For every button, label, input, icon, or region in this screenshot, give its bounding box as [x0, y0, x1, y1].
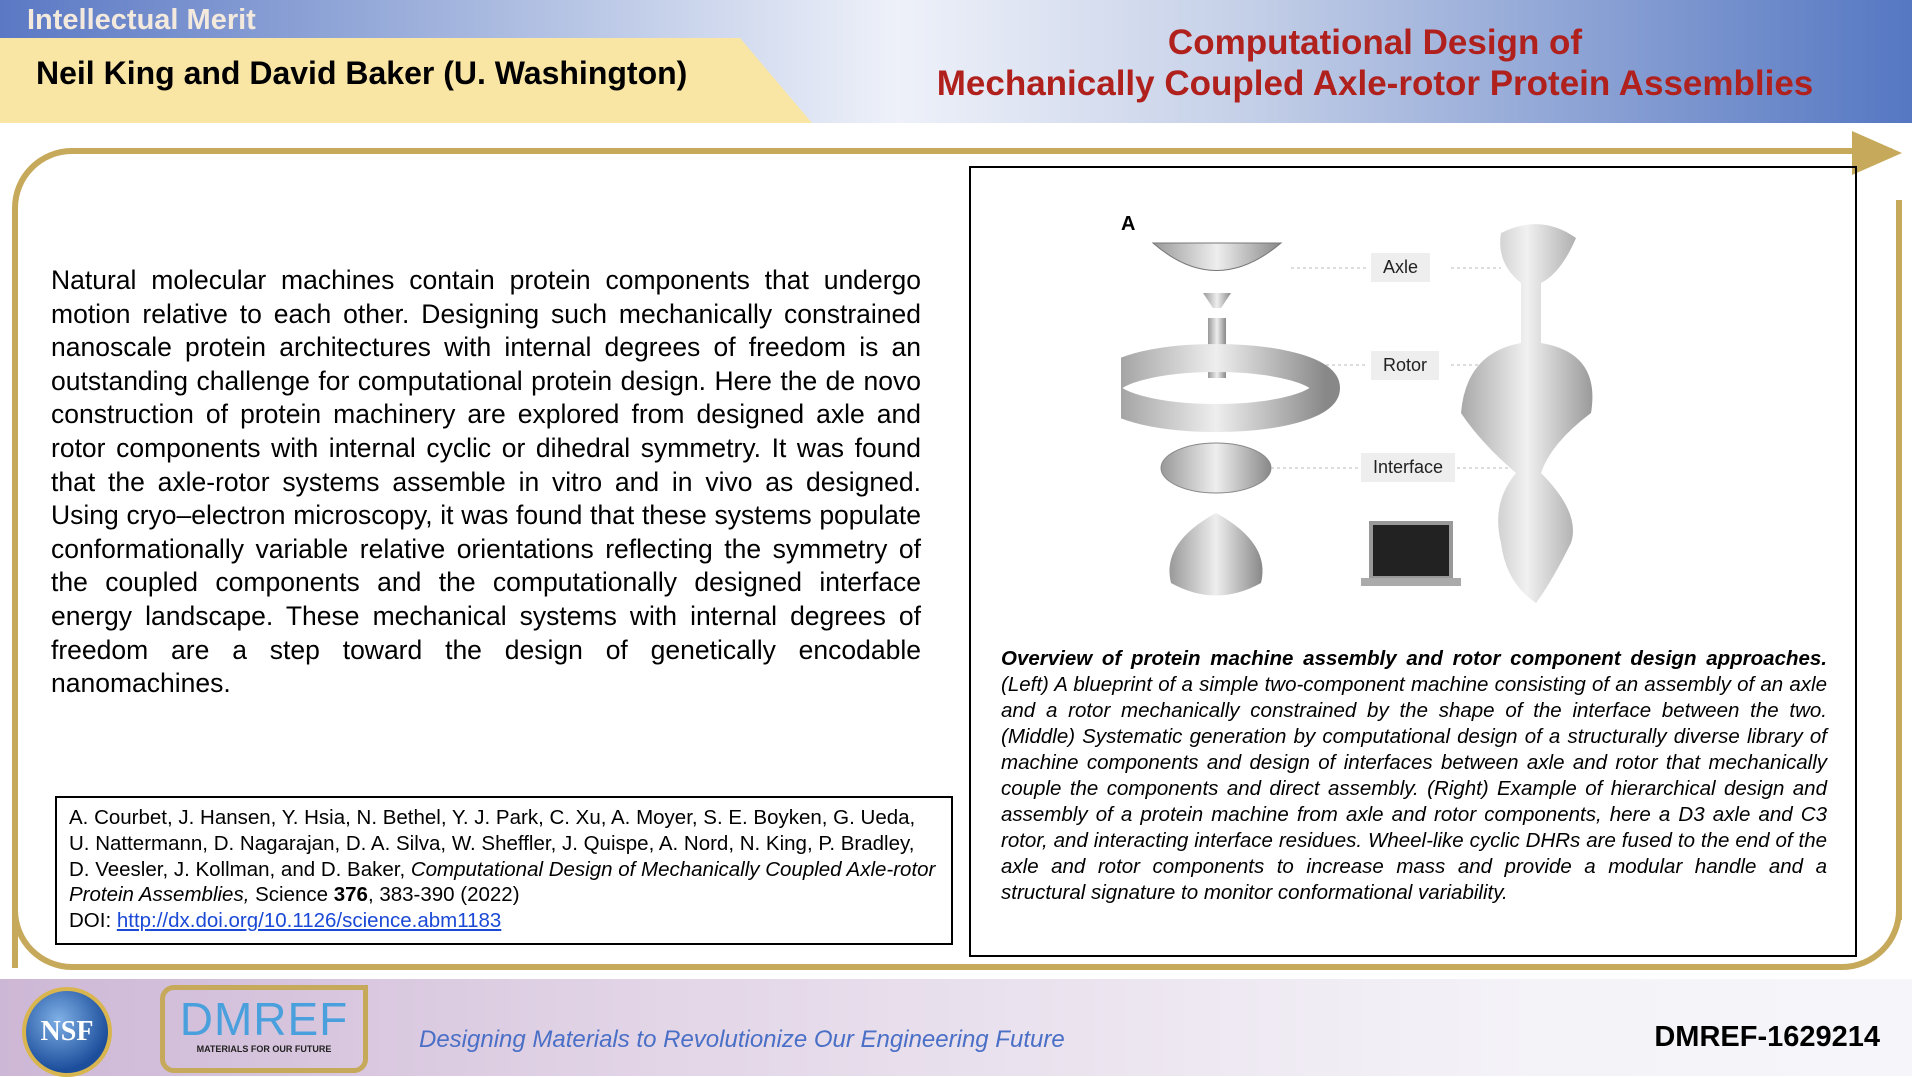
citation-journal: Science [249, 883, 334, 907]
citation-title: Computational Design of Mechanically Coupled Axle-rotor Protein Assemblies, [69, 857, 936, 907]
section-label: Intellectual Merit [27, 4, 256, 36]
abstract-paragraph: Natural molecular machines contain protein components that undergo motion relative to each other. Designing such mechanically constrained nanoscale protein architectures with internal degrees of freedom is an outstanding challenge for computational protein design. Here the de novo construction of protein machinery are explored from designed axle and rotor components with internal cyclic or dihedral symmetry. It was found that the axle-rotor systems assemble in vitro and in vivo as designed. Using cryo–electron microscopy, it was found that these systems populate conformationally variable relative orientations reflecting the symmetry of the coupled components and the computationally designed interface energy landscape. These mechanical systems with internal degrees of freedom are a step toward the design of genetically encodable nanomachines. [51, 265, 921, 699]
citation-pages: , 383-390 (2022) [367, 883, 520, 907]
grant-number: DMREF-1629214 [1654, 1021, 1880, 1053]
dmref-logo [160, 985, 368, 1073]
slide-title [900, 22, 1850, 104]
citation-volume: 376 [333, 883, 368, 907]
citation-box [55, 796, 953, 945]
label-axle: Axle [1371, 253, 1430, 282]
figure-image [1121, 213, 1721, 613]
caption-title: Overview of protein machine assembly and rotor component design approaches. [1001, 647, 1827, 670]
dmref-logo-subtitle: MATERIALS FOR OUR FUTURE [196, 1044, 332, 1054]
doi-link[interactable]: http://dx.doi.org/10.1126/science.abm1183 [116, 909, 502, 933]
citation-authors: A. Courbet, J. Hansen, Y. Hsia, N. Bethel, Y. J. Park, C. Xu, A. Moyer, S. E. Boyken, G. Ueda, U. Nattermann, D. Nagarajan, D. A. Silva, W. Sheffler, J. Quispe, A. Nord, N. King, P. Bradley, D. Veesler, J. Kollman, and D. Baker, [69, 806, 916, 881]
header-band [0, 0, 1912, 123]
figure-box [969, 166, 1857, 957]
dmref-logo-text: DMREF [179, 993, 349, 1045]
nsf-logo: NSF [22, 987, 112, 1077]
arrow-head-icon [1852, 131, 1902, 175]
gold-frame-right [1896, 200, 1902, 920]
footer-band [0, 979, 1912, 1076]
label-interface: Interface [1361, 453, 1455, 482]
figure-caption [1001, 646, 1827, 906]
title-line-1: Computational Design of [1167, 23, 1583, 62]
tagline: Designing Materials to Revolutionize Our Engineering Future [419, 1026, 1065, 1053]
panel-label: A [1121, 213, 1136, 235]
doi-label: DOI: [69, 909, 117, 933]
label-rotor: Rotor [1371, 351, 1439, 380]
authors: Neil King and David Baker (U. Washington) [36, 55, 688, 91]
caption-text: (Left) A blueprint of a simple two-component machine consisting of an assembly of an axle and a rotor mechanically constrained by the shape of the interface between the two. (Middle) Systematic generation by computational design of a structurally diverse library of machine components and design of interfaces between axle and rotor that mechanically couple the components and direct assembly. (Right) Example of hierarchical design and assembly of a protein machine from axle and rotor components, here a D3 axle and C3 rotor, and interacting interface residues. Wheel-like cyclic DHRs are fused to the end of the axle and rotor components to increase mass and provide a modular handle and a structural signature to monitor conformational variability. [1001, 673, 1827, 904]
title-line-2: Mechanically Coupled Axle-rotor Protein Assemblies [936, 64, 1814, 103]
